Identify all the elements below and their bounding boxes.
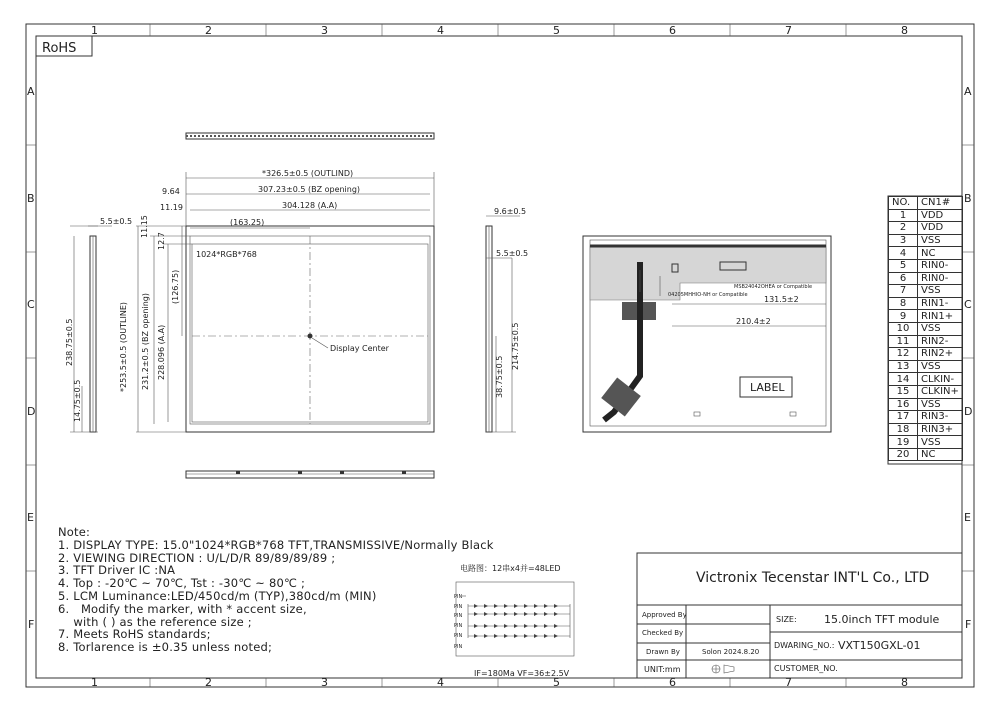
pin-no: 15 — [889, 385, 918, 398]
table-row — [889, 209, 963, 222]
table-row — [889, 423, 963, 436]
table-row — [889, 373, 963, 386]
row-label: C — [27, 298, 35, 311]
connector-note-2: 04205MHHIO-NH or Compatible — [668, 292, 748, 298]
pin-signal: RIN0- — [918, 272, 963, 285]
bottom-edge-view — [186, 471, 434, 478]
pin-no: 7 — [889, 285, 918, 298]
led-pin: PIN — [454, 613, 463, 619]
note-line: 7. Meets RoHS standards; — [58, 627, 211, 642]
row-label: D — [27, 405, 36, 418]
notes — [58, 526, 494, 654]
row-label: F — [28, 618, 35, 631]
col-label: 4 — [437, 676, 444, 689]
row-label: D — [964, 405, 973, 418]
drawn-by-value: Solon 2024.8.20 — [702, 648, 760, 656]
pin-no: 16 — [889, 398, 918, 411]
col-label: 8 — [901, 676, 908, 689]
row-label: C — [964, 298, 972, 311]
table-row — [889, 259, 963, 272]
col-label: 1 — [91, 676, 98, 689]
dim-side-1475: 14.75±0.5 — [73, 379, 82, 422]
pin-signal: RIN3+ — [918, 423, 963, 436]
dim-half-width: (163.25) — [230, 218, 265, 227]
row-label: A — [27, 85, 35, 98]
note-line: Note: — [58, 525, 91, 539]
dim-1115: 11.15 — [140, 215, 149, 238]
pin-no: 6 — [889, 272, 918, 285]
pin-no: 4 — [889, 247, 918, 260]
pin-assignment-table — [888, 196, 963, 461]
led-pin: PIN — [454, 623, 463, 629]
row-label: B — [27, 192, 35, 205]
pin-signal: RIN0- — [918, 259, 963, 272]
pin-no: 3 — [889, 234, 918, 247]
led-title: 电路图：12串x4并=48LED — [460, 564, 561, 573]
table-row — [889, 335, 963, 348]
table-row — [889, 360, 963, 373]
dim-aa-width: 304.128 (A.A) — [282, 201, 338, 210]
col-label: 3 — [321, 24, 328, 37]
row-label: E — [964, 511, 971, 524]
pin-no: 17 — [889, 411, 918, 424]
pin-signal: NC — [918, 247, 963, 260]
pin-signal: VSS — [918, 398, 963, 411]
pin-signal: VSS — [918, 234, 963, 247]
pin-header-cn: CN1# — [918, 197, 963, 210]
company-name: Victronix Tecenstar INT'L Co., LTD — [696, 570, 930, 586]
pin-signal: VSS — [918, 285, 963, 298]
pin-no: 10 — [889, 322, 918, 335]
pin-signal: VDD — [918, 209, 963, 222]
row-label: E — [27, 511, 34, 524]
dim-127: 12.7 — [157, 232, 166, 250]
pin-no: 19 — [889, 436, 918, 449]
led-pin: PIN — [454, 633, 463, 639]
table-row — [889, 411, 963, 424]
pin-signal: CLKIN+ — [918, 385, 963, 398]
row-label: B — [964, 192, 972, 205]
table-row — [889, 322, 963, 335]
dim-half-height: (126.75) — [171, 269, 180, 304]
col-label: 6 — [669, 676, 676, 689]
col-label: 5 — [553, 24, 560, 37]
dim-aa-height: 228.096 (A.A) — [157, 324, 166, 380]
table-row — [889, 448, 963, 461]
dim-side-55: 5.5±0.5 — [100, 217, 133, 226]
drawn-by: Drawn By — [646, 648, 680, 656]
pin-signal: VSS — [918, 360, 963, 373]
pin-no: 11 — [889, 335, 918, 348]
led-pin: PIN — [454, 604, 463, 610]
size-value: 15.0inch TFT module — [824, 613, 940, 626]
dim-1119: 11.19 — [160, 203, 183, 212]
table-row — [889, 398, 963, 411]
size-label: SIZE: — [776, 615, 797, 624]
dim-back-1315: 131.5±2 — [764, 295, 799, 304]
table-row — [889, 385, 963, 398]
table-row — [889, 310, 963, 323]
pin-no: 8 — [889, 297, 918, 310]
dim-resolution: 1024*RGB*768 — [196, 250, 257, 259]
col-label: 7 — [785, 24, 792, 37]
dim-bz-height: 231.2±0.5 (BZ opening) — [141, 293, 150, 390]
front-view-dims — [119, 169, 390, 392]
dim-outline-height: *253.5±0.5 (OUTLINE) — [119, 301, 128, 392]
dim-outline-width: *326.5±0.5 (OUTLIND) — [262, 169, 354, 178]
table-row — [889, 222, 963, 235]
pin-no: 13 — [889, 360, 918, 373]
table-row — [889, 348, 963, 361]
table-row — [889, 297, 963, 310]
pin-no: 2 — [889, 222, 918, 235]
table-row — [889, 272, 963, 285]
note-line: 2. VIEWING DIRECTION : U/L/D/R 89/89/89/89 ; — [58, 550, 336, 565]
drawing-no-label: DWARING_NO.: — [774, 641, 835, 650]
customer-no: CUSTOMER_NO. — [774, 664, 838, 673]
note-line: 1. DISPLAY TYPE: 15.0"1024*RGB*768 TFT,TRANSMISSIVE/Normally Black — [58, 537, 494, 552]
table-row — [889, 285, 963, 298]
pin-signal: RIN2+ — [918, 348, 963, 361]
pin-no: 18 — [889, 423, 918, 436]
pin-no: 12 — [889, 348, 918, 361]
pin-no: 9 — [889, 310, 918, 323]
row-label: F — [965, 618, 972, 631]
back-view — [583, 236, 831, 432]
right-side-dims — [494, 207, 528, 398]
note-line: 3. TFT Driver IC :NA — [58, 563, 176, 578]
pin-signal: NC — [918, 448, 963, 461]
checked-by: Checked By — [642, 629, 684, 637]
table-row — [889, 436, 963, 449]
pin-signal: RIN2- — [918, 335, 963, 348]
dim-964: 9.64 — [162, 187, 180, 196]
pin-signal: RIN3- — [918, 411, 963, 424]
dim-display-center: Display Center — [330, 344, 389, 353]
col-label: 3 — [321, 676, 328, 689]
dim-right-21475: 214.75±0.5 — [511, 322, 520, 370]
col-label: 6 — [669, 24, 676, 37]
col-label: 4 — [437, 24, 444, 37]
pin-no: 14 — [889, 373, 918, 386]
note-line: 8. Torlarence is ±0.35 unless noted; — [58, 640, 273, 655]
rohs-label: RoHS — [42, 41, 77, 56]
pin-no: 20 — [889, 448, 918, 461]
col-label: 2 — [205, 24, 212, 37]
approved-by: Approved By — [642, 611, 687, 619]
dim-back-2104: 210.4±2 — [736, 317, 771, 326]
col-label: 5 — [553, 676, 560, 689]
pin-no: 5 — [889, 259, 918, 272]
pin-table-header — [889, 197, 963, 210]
pin-signal: RIN1+ — [918, 310, 963, 323]
drawing-no-value: VXT150GXL-01 — [838, 639, 921, 652]
pin-signal: RIN1- — [918, 297, 963, 310]
dim-right-96: 9.6±0.5 — [494, 207, 527, 216]
led-footnote: IF=180Ma VF=36±2.5V — [474, 669, 570, 678]
led-pin: PIN — [454, 644, 463, 650]
col-label: 7 — [785, 676, 792, 689]
table-row — [889, 234, 963, 247]
pin-no: 1 — [889, 209, 918, 222]
note-line: 6. Modify the marker, with * accent size, — [58, 601, 307, 616]
table-row — [889, 247, 963, 260]
note-line: 4. Top : -20℃ ~ 70℃, Tst : -30℃ ~ 80℃ ; — [58, 576, 306, 591]
pin-signal: VDD — [918, 222, 963, 235]
connector-note-1: MSB24042OHEA or Compatible — [734, 284, 813, 290]
pin-signal: VSS — [918, 436, 963, 449]
pin-signal: CLKIN- — [918, 373, 963, 386]
dim-side-23875: 238.75±0.5 — [65, 318, 74, 366]
pin-header-no: NO. — [889, 197, 918, 210]
led-pin: PIN — [454, 594, 463, 600]
dim-right-55: 5.5±0.5 — [496, 249, 529, 258]
dim-right-3875: 38.75±0.5 — [495, 355, 504, 398]
pin-signal: VSS — [918, 322, 963, 335]
note-line: 5. LCM Luminance:LED/450cd/m (TYP),380cd/m (MIN) — [58, 588, 377, 603]
col-label: 2 — [205, 676, 212, 689]
back-label: LABEL — [750, 381, 785, 394]
unit: UNIT:mm — [644, 665, 681, 674]
col-label: 1 — [91, 24, 98, 37]
grid-col-labels-top — [91, 24, 908, 37]
top-edge-view — [186, 133, 434, 139]
note-line: with ( ) as the reference size ; — [58, 614, 252, 629]
row-label: A — [964, 85, 972, 98]
col-label: 8 — [901, 24, 908, 37]
dim-bz-width: 307.23±0.5 (BZ opening) — [258, 185, 361, 194]
